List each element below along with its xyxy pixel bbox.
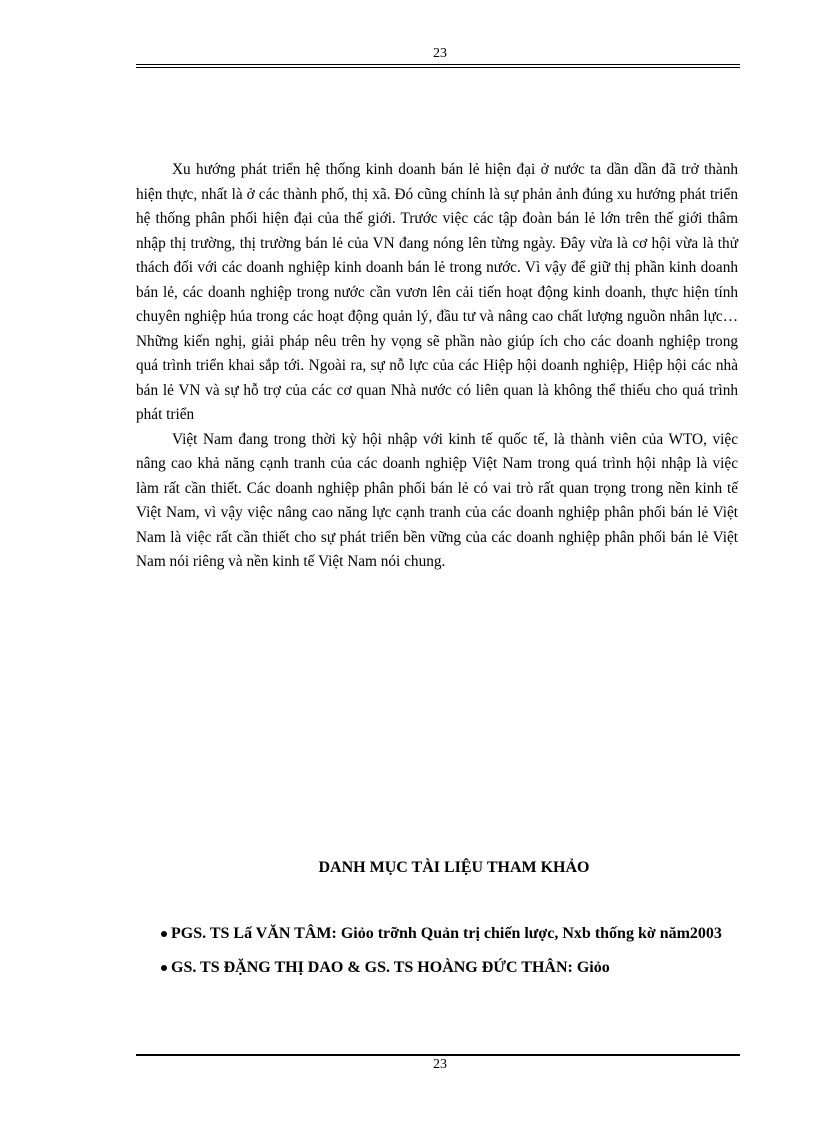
footer-rule bbox=[136, 1054, 740, 1056]
paragraph-2: Việt Nam đang trong thời kỳ hội nhập với kinh tế quốc tế, là thành viên của WTO, việc nâng cao khả năng cạnh tranh của các doanh nghiệp Việt Nam trong quá trình hội nhập là việc làm rất cần thiết. Các doanh nghiệp phân phối bán lẻ có vai trò rất quan trọng trong nền kinh tế Việt Nam, vì vậy việc nâng cao năng lực cạnh tranh của các doanh nghiệp phân phối bán lẻ Việt Nam là việc rất cần thiết cho sự phát triển bền vững của các doanh nghiệp phân phối bán lẻ Việt Nam nói riêng và nền kinh tế Việt Nam nói chung. bbox=[136, 430, 738, 570]
reference-item-2 bbox=[136, 953, 756, 983]
body-text bbox=[136, 158, 738, 575]
references-list bbox=[136, 919, 756, 987]
footer-page-number: 23 bbox=[433, 1057, 447, 1072]
bullet-icon bbox=[161, 965, 167, 971]
bullet-icon bbox=[161, 931, 167, 937]
reference-text-2: GS. TS ĐẶNG THỊ DAO & GS. TS HOÀNG ĐỨC THÂN: Giỏo bbox=[171, 959, 610, 976]
paragraph-1: Xu hướng phát triển hệ thống kinh doanh bán lẻ hiện đại ở nước ta dần dần đã trở thành hiện thực, nhất là ở các thành phố, thị xã. Đó cũng chính là sự phản ảnh đúng xu hướng phát triển hệ thống phân phối hiện đại của thế giới. Trước việc các tập đoàn bán lẻ lớn trên thế giới thâm nhập thị trường, thị trường bán lẻ của VN đang nóng lên từng ngày. Đây vừa là cơ hội vừa là thử thách đối với các doanh nghiệp kinh doanh bán lẻ trong nước. Vì vậy để giữ thị phần kinh doanh bán lẻ, các doanh nghiệp trong nước cần vươn lên cải tiến hoạt động kinh doanh, thực hiện tính chuyên nghiệp húa trong các hoạt động quản lý, đầu tư và nâng cao chất lượng nguồn nhân lực… Những kiến nghị, giải pháp nêu trên hy vọng sẽ phần nào giúp ích cho các doanh nghiệp trong quá trình triển khai sắp tới. Ngoài ra, sự nỗ lực của các Hiệp hội doanh nghiệp, Hiệp hội các nhà bán lẻ VN và sự hỗ trợ của các cơ quan Nhà nước có liên quan là không thể thiếu cho quá trình phát triển bbox=[136, 161, 738, 423]
header-page-number: 23 bbox=[433, 46, 447, 61]
header-rule bbox=[136, 64, 740, 68]
reference-text-1: PGS. TS Lấ VĂN TÂM: Giỏo trỡnh Quản trị chiến lược, Nxb thống kờ năm2003 bbox=[171, 925, 722, 942]
reference-item-1 bbox=[136, 919, 756, 949]
references-title: DANH MỤC TÀI LIỆU THAM KHẢO bbox=[318, 859, 590, 876]
